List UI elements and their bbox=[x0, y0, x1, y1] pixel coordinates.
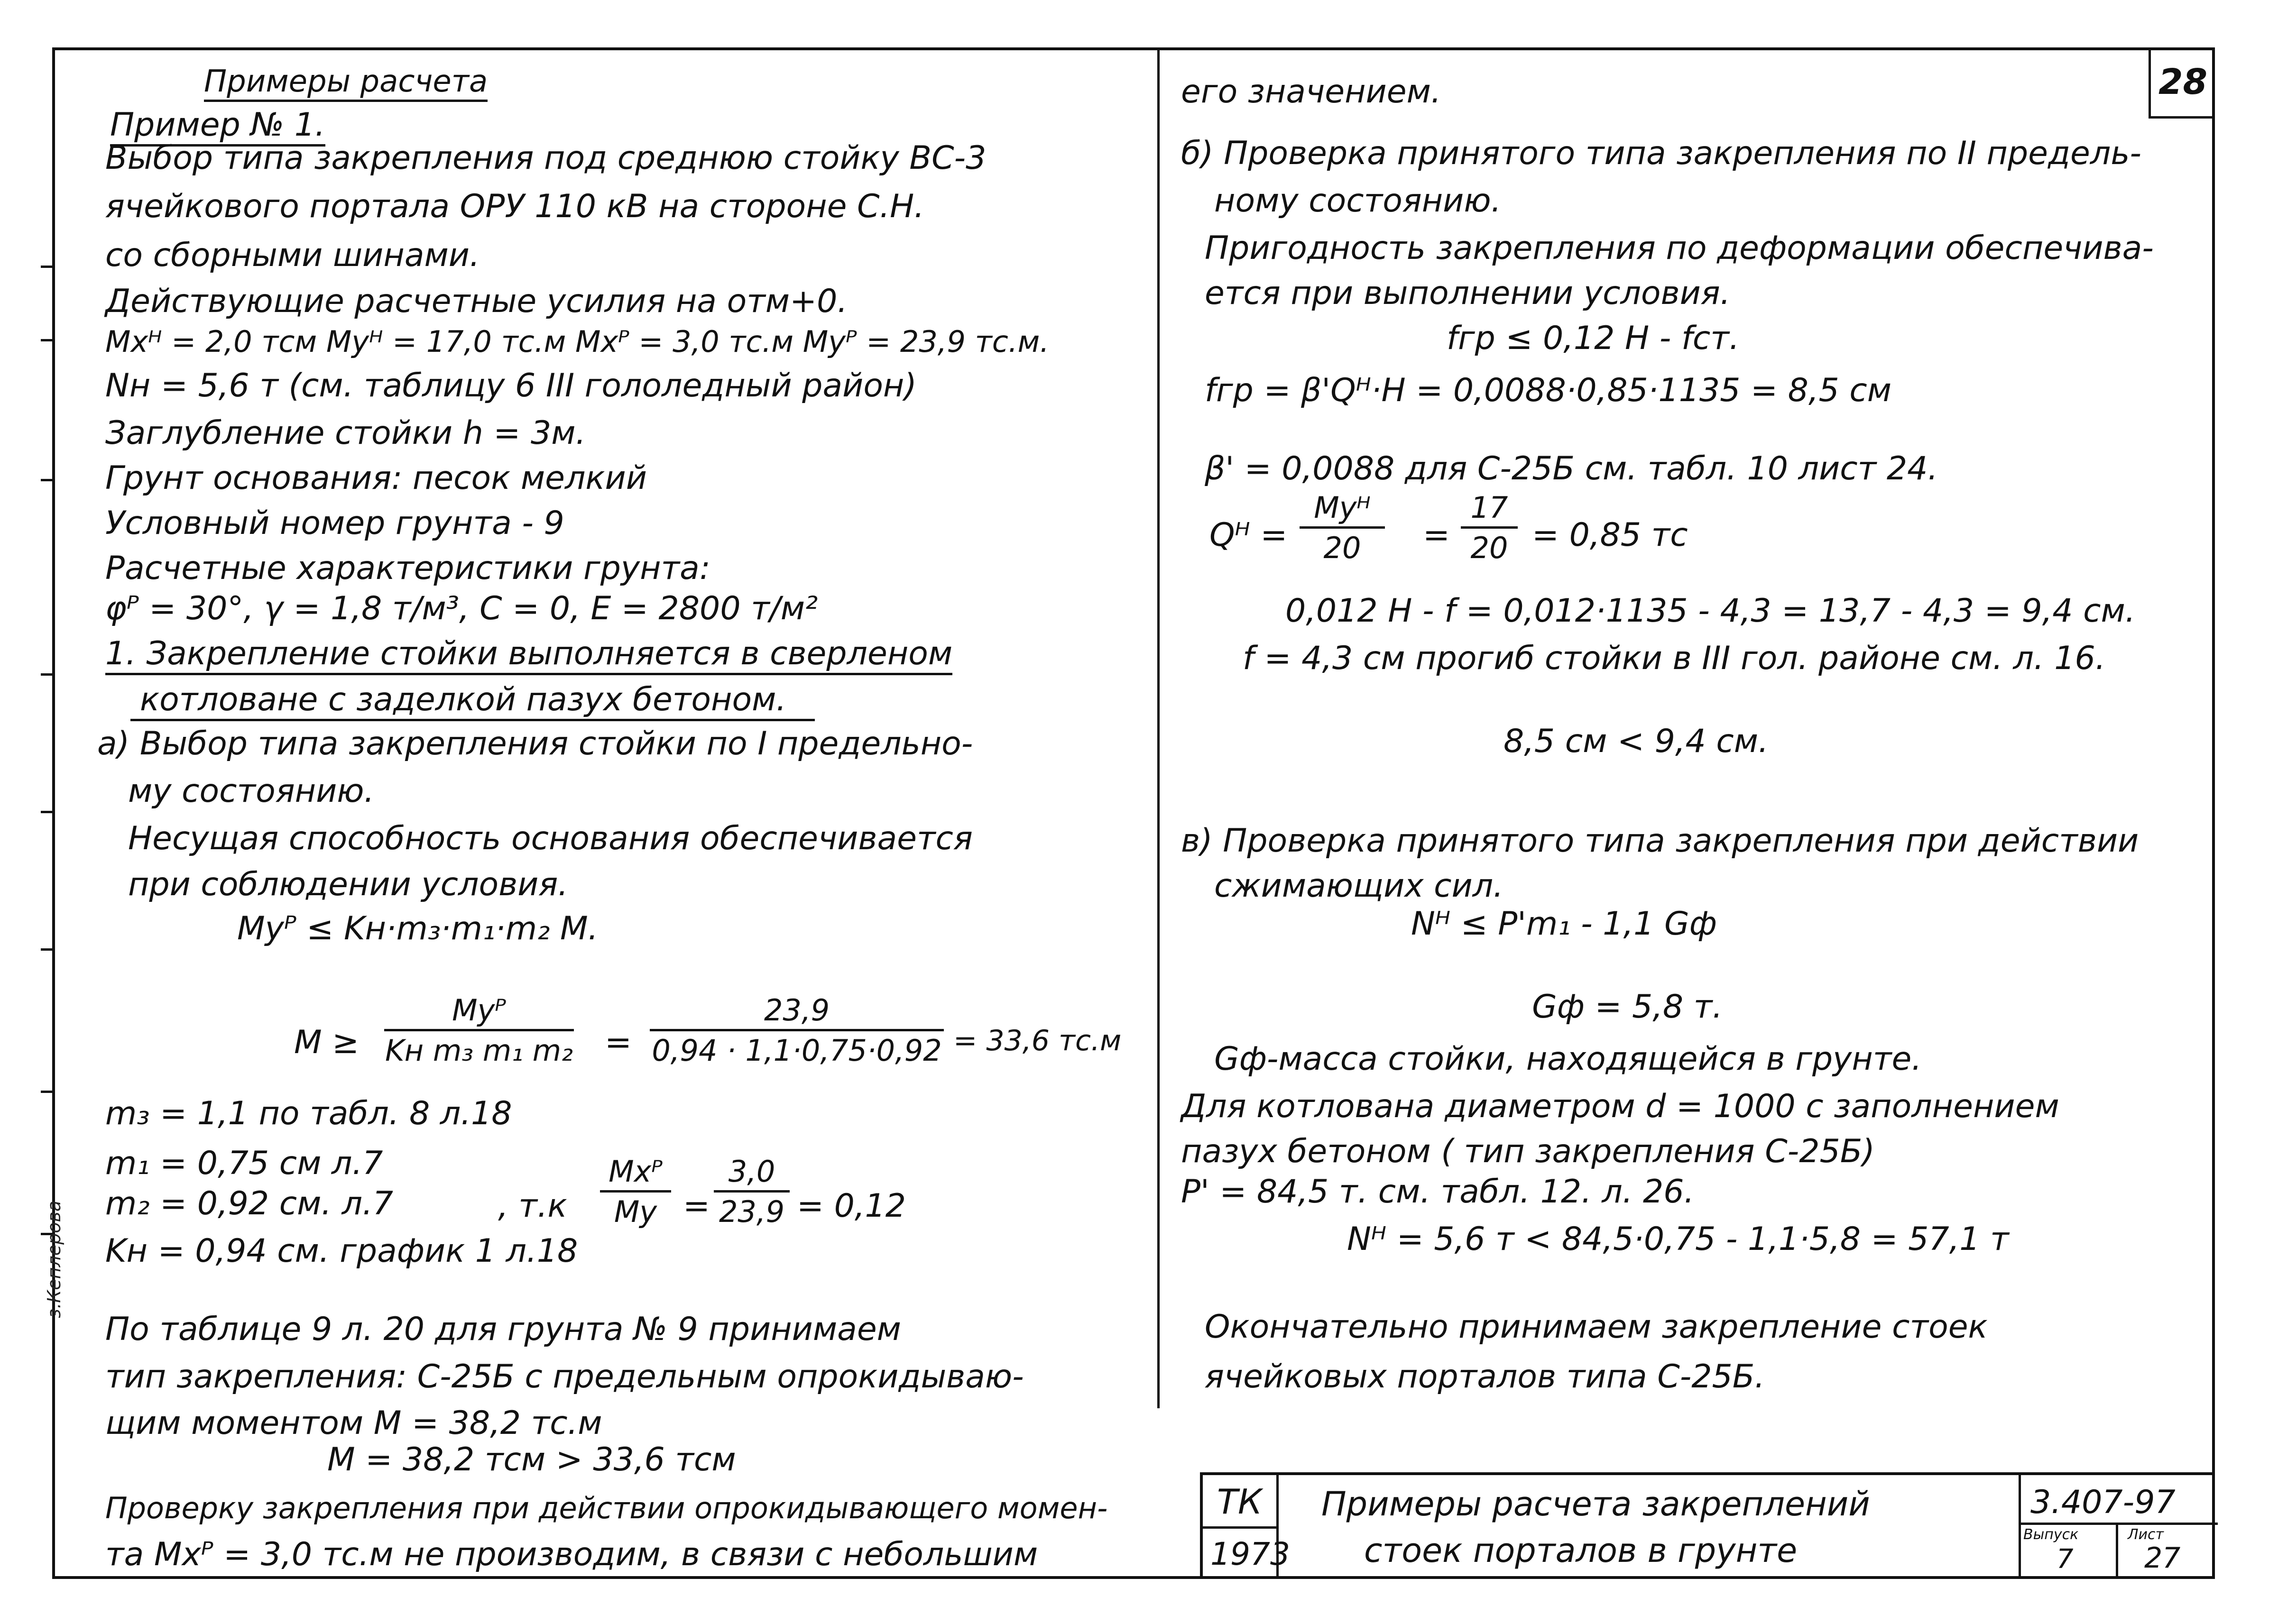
margin-ticks bbox=[41, 47, 55, 1579]
text-line: Проверку закрепления при действии опрокидывающего момен- bbox=[105, 1491, 1108, 1525]
text-line: его значением. bbox=[1181, 73, 1441, 110]
condition-formula: Myᴾ ≤ Kн·m₃·m₁·m₂ M. bbox=[237, 910, 599, 947]
text-line: при соблюдении условия. bbox=[128, 866, 568, 903]
stamp-doc-code: 3.407-97 bbox=[2030, 1484, 2176, 1521]
text-line: Несущая способность основания обеспечивается bbox=[128, 820, 973, 857]
formula-lhs: Qᴴ = bbox=[1209, 516, 1288, 554]
margin-tick bbox=[41, 266, 55, 268]
text-line: m₃ = 1,1 по табл. 8 л.18 bbox=[105, 1095, 512, 1132]
fraction-numerator: Myᴾ bbox=[384, 996, 574, 1031]
text-line: Nᴴ = 5,6 т < 84,5·0,75 - 1,1·5,8 = 57,1 т bbox=[1347, 1220, 2009, 1258]
text-line: б) Проверка принятого типа закрепления по II предель- bbox=[1181, 135, 2141, 172]
equals-sign: = bbox=[605, 1024, 632, 1061]
text-line: в) Проверка принятого типа закрепления при действии bbox=[1181, 822, 2139, 860]
margin-tick bbox=[41, 479, 55, 481]
margin-tick bbox=[41, 811, 55, 813]
text-line: та Mxᴾ = 3,0 тс.м не производим, в связи с небольшим bbox=[105, 1536, 1038, 1573]
stamp-title: стоек порталов в грунте bbox=[1364, 1531, 1798, 1570]
fraction bbox=[600, 1154, 671, 1229]
equals-sign: = bbox=[1423, 516, 1450, 554]
fraction bbox=[1300, 490, 1385, 565]
text-line: Действующие расчетные усилия на отм+0. bbox=[105, 283, 848, 320]
text-line: M = 38,2 тсм > 33,6 тсм bbox=[327, 1441, 736, 1478]
fraction-numerator: 17 bbox=[1461, 493, 1518, 529]
fraction-numerator: Mxᴾ bbox=[600, 1157, 671, 1193]
stamp-year: 1973 bbox=[1210, 1536, 1290, 1572]
column-divider bbox=[1157, 47, 1160, 1408]
fraction-numerator: 23,9 bbox=[650, 996, 944, 1031]
fraction-numerator: Myᴴ bbox=[1300, 493, 1385, 529]
text-line: Nн = 5,6 т (см. таблицу 6 III гололедный район) bbox=[105, 367, 917, 404]
text-line: Gф-масса стойки, находящейся в грунте. bbox=[1214, 1040, 1922, 1078]
text-line: m₂ = 0,92 см. л.7 bbox=[105, 1185, 393, 1222]
text-line: со сборными шинами. bbox=[105, 237, 480, 274]
stamp-vypusk-label: Выпуск bbox=[2023, 1526, 2079, 1543]
stamp-title: Примеры расчета закреплений bbox=[1321, 1485, 1870, 1523]
formula-result: = 0,12 bbox=[797, 1187, 906, 1225]
condition-formula: fгр ≤ 0,12 H - fст. bbox=[1447, 320, 1740, 357]
margin-tick bbox=[41, 673, 55, 676]
text-line: f = 4,3 см прогиб стойки в III гол. районе см. л. 16. bbox=[1243, 640, 2106, 677]
margin-tick bbox=[41, 339, 55, 341]
text-line: Расчетные характеристики грунта: bbox=[105, 550, 710, 587]
fraction bbox=[384, 993, 574, 1068]
text-line: му состоянию. bbox=[128, 772, 375, 810]
section-heading: 1. Закрепление стойки выполняется в сверленом bbox=[105, 638, 952, 675]
text-line: По таблице 9 л. 20 для грунта № 9 принимаем bbox=[105, 1311, 901, 1348]
text-line: fгр = β'Qᴴ·H = 0,0088·0,85·1135 = 8,5 см bbox=[1205, 372, 1892, 409]
fraction-denominator: My bbox=[614, 1194, 657, 1229]
fraction bbox=[714, 1154, 790, 1229]
fraction-denominator: 0,94 · 1,1·0,75·0,92 bbox=[652, 1033, 942, 1068]
text-line: φᴾ = 30°, γ = 1,8 т/м³, C = 0, E = 2800 т/м² bbox=[105, 590, 818, 627]
equals-sign: = bbox=[683, 1187, 710, 1225]
text-line: ному состоянию. bbox=[1214, 182, 1502, 220]
text-line: β' = 0,0088 для С-25Б см. табл. 10 лист 24. bbox=[1205, 450, 1938, 487]
text-line: Gф = 5,8 т. bbox=[1532, 988, 1723, 1026]
text-line: Mxᴴ = 2,0 тсм Myᴴ = 17,0 тс.м Mxᴾ = 3,0 тс.м Myᴾ = 23,9 тс.м. bbox=[105, 324, 1050, 359]
text-line: Заглубление стойки h = 3м. bbox=[105, 414, 586, 452]
text-line: Условный номер грунта - 9 bbox=[105, 505, 564, 542]
text-line: пазух бетоном ( тип закрепления С-25Б) bbox=[1181, 1133, 1875, 1170]
formula-result: = 0,85 тс bbox=[1532, 516, 1688, 554]
text-line: сжимающих сил. bbox=[1214, 867, 1503, 905]
text-line: щим моментом M = 38,2 тс.м bbox=[105, 1404, 602, 1442]
fraction bbox=[650, 993, 944, 1068]
page-number: 28 bbox=[2149, 47, 2215, 119]
stamp-divider bbox=[1203, 1526, 1276, 1529]
side-note: з.Кеплерова bbox=[44, 1200, 65, 1318]
text-line: m₁ = 0,75 см л.7 bbox=[105, 1145, 383, 1182]
stamp-divider bbox=[2019, 1523, 2218, 1525]
fraction-denominator: Kн m₃ m₁ m₂ bbox=[385, 1033, 573, 1068]
text-line: Окончательно принимаем закрепление стоек bbox=[1205, 1308, 1988, 1346]
stamp-vypusk-value: 7 bbox=[2057, 1544, 2074, 1575]
text-line: ется при выполнении условия. bbox=[1205, 275, 1731, 312]
margin-tick bbox=[41, 1091, 55, 1093]
margin-tick bbox=[41, 948, 55, 951]
header-title: Примеры расчета bbox=[204, 66, 488, 102]
stamp-divider bbox=[2019, 1475, 2021, 1579]
fraction-denominator: 23,9 bbox=[719, 1194, 785, 1229]
text-line: 8,5 см < 9,4 см. bbox=[1503, 723, 1769, 760]
drawing-sheet-frame bbox=[52, 47, 2215, 1579]
text-line: ячейковых порталов типа С-25Б. bbox=[1205, 1358, 1765, 1395]
stamp-org: ТК bbox=[1217, 1482, 1263, 1522]
text-line: P' = 84,5 т. см. табл. 12. л. 26. bbox=[1181, 1173, 1695, 1211]
text-line: а) Выбор типа закрепления стойки по I предельно- bbox=[97, 725, 973, 762]
title-block bbox=[1200, 1472, 2215, 1579]
fraction bbox=[1461, 490, 1518, 565]
ratio-prefix: , т.к bbox=[498, 1187, 567, 1225]
section-heading: котловане с заделкой пазух бетоном. bbox=[130, 684, 815, 721]
text-line: Выбор типа закрепления под среднюю стойку ВС-3 bbox=[105, 139, 987, 177]
text-line: 0,012 H - f = 0,012·1135 - 4,3 = 13,7 - 4,3 = 9,4 см. bbox=[1285, 592, 2136, 630]
fraction-numerator: 3,0 bbox=[714, 1157, 790, 1193]
fraction-denominator: 20 bbox=[1323, 531, 1361, 565]
text-line: Грунт основания: песок мелкий bbox=[105, 459, 647, 497]
formula-result: = 33,6 тс.м bbox=[953, 1024, 1122, 1057]
text-line: тип закрепления: С-25Б с предельным опрокидываю- bbox=[105, 1358, 1024, 1395]
formula-lhs: M ≥ bbox=[294, 1024, 360, 1061]
text-line: Для котлована диаметром d = 1000 с заполнением bbox=[1181, 1088, 2059, 1125]
stamp-divider bbox=[2116, 1523, 2118, 1579]
text-line: Kн = 0,94 см. график 1 л.18 bbox=[105, 1232, 578, 1270]
fraction-denominator: 20 bbox=[1470, 531, 1508, 565]
condition-formula: Nᴴ ≤ P'm₁ - 1,1 Gф bbox=[1411, 905, 1717, 943]
example-title: Пример № 1. bbox=[110, 109, 325, 147]
stamp-list-value: 27 bbox=[2144, 1541, 2181, 1575]
text-line: ячейкового портала ОРУ 110 кВ на стороне С.Н. bbox=[105, 188, 924, 225]
stamp-list-label: Лист bbox=[2128, 1526, 2164, 1543]
text-line: Пригодность закрепления по деформации обеспечива- bbox=[1205, 229, 2154, 267]
